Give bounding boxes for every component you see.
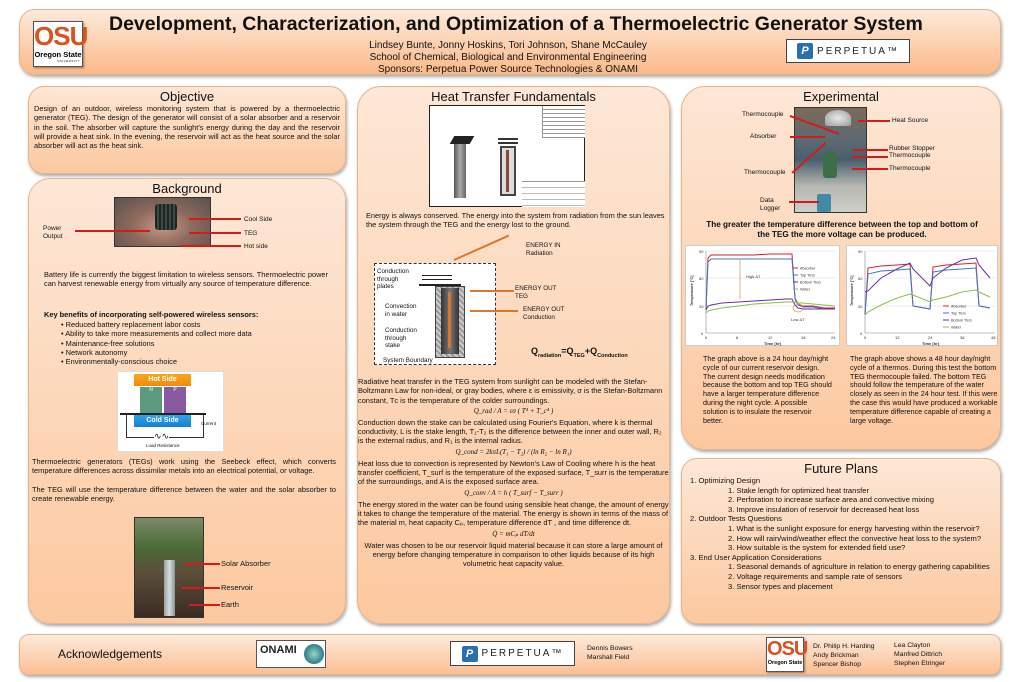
q-sub-teg: TEG [573,352,585,359]
background-para-1: Battery life is currently the biggest limitation to wireless sensors. Thermoelectric power can harvest renewable energy from virtually any source of temperature difference. [44,270,328,289]
plan-item: 2. Perforation to increase surface area and convective mixing [728,495,934,505]
n-label: N [149,387,153,393]
page-title: Development, Characterization, and Optimization of a Thermoelectric Generator System [109,13,923,35]
chart-48hr-svg [847,246,999,347]
cad-bom-table [542,106,585,138]
svg-text:Temperature [°C]: Temperature [°C] [690,275,694,306]
onami-wordmark: ONAMI [260,644,297,656]
chart-24hr [685,245,840,346]
svg-text:Time [hr]: Time [hr] [922,341,940,346]
svg-text:30: 30 [699,304,704,309]
plan-item: 2. How will rain/wind/weather effect the convective heat loss to the system? [728,533,982,543]
svg-text:Absorber: Absorber [951,304,967,309]
svg-text:60: 60 [858,276,863,281]
conduction-text: Conduction down the stake can be calculated using Fourier's Equation, where k is thermal conductivity, L is the stake length, T₁-T₂ is the difference between the inner and outer wall, R₂ is the external radius, and R₁ is the internal radius. [358,417,662,446]
contact-name: Spencer Bishop [813,661,861,668]
energy-out-teg-arrow [470,290,514,292]
plan-group-label: 1. Optimizing Design [690,476,761,485]
svg-text:48: 48 [991,335,996,340]
system-boundary-label: System Boundary [383,357,433,364]
benefit-item: • Network autonomy [61,348,252,357]
energy-out-teg-text: ENERGY OUT [515,285,557,292]
svg-text:6: 6 [736,335,739,340]
experimental-conclusion: The greater the temperature difference between the top and bottom of the TEG the more voltage can be produced. [706,220,978,239]
svg-text:30: 30 [858,304,863,309]
absorber-label: Absorber [750,133,777,140]
experimental-title: Experimental [803,89,879,104]
acknowledgements-banner [19,634,1001,675]
teg-text: TEG [515,292,528,300]
data-logger-device [817,194,831,212]
thermocouple-right-1-arrow [852,156,888,158]
osu-logo-name: Oregon State [34,50,82,59]
header-banner [19,9,1001,75]
conduction-stake-label: Conduction through stake [385,327,417,349]
plates [422,275,452,280]
heat-transfer-title: Heat Transfer Fundamentals [431,89,596,104]
cad-drawing [429,105,585,207]
earth-label: Earth [221,600,239,609]
thermocouple-right-2-arrow [852,168,888,170]
background-title: Background [152,181,222,196]
svg-text:Water: Water [800,287,810,292]
svg-text:24: 24 [928,335,933,340]
cad-section-rod [506,150,509,192]
svg-text:Temperature [°C]: Temperature [°C] [850,275,854,306]
power-output-arrow [75,230,150,232]
cad-title-block [522,181,585,207]
p-label: P [173,387,177,393]
solar-absorber-label: Solar Absorber [221,559,271,568]
perpetua-contacts [587,644,633,662]
benefit-item: • Maintenance-free solutions [61,339,252,348]
cold-side-text: Cold Side [146,417,179,424]
svg-text:0: 0 [701,331,704,336]
onami-logo [256,640,326,668]
convection-equation: Q_conv / A = h ( T_surf − T_surr ) [464,488,563,497]
solar-absorber-arrow [185,563,220,565]
chart-24hr-caption: The graph above is a 24 hour day/night cycle of our current reservoir design. The current design needs modification because the bottom and top TEG should have a larger temperature difference during the night cycle. A possible solution is to insulate the reservoir better. [703,354,832,425]
chart-48hr [846,245,998,346]
heat-lamp [825,110,851,126]
green-reservoir [823,152,837,178]
thermocouple-right-2-label: Thermocouple [889,165,931,172]
svg-text:Bottom TEG: Bottom TEG [800,280,821,285]
plan-item: 3. How suitable is the system for extended field use? [728,543,906,553]
chart-24hr-svg [686,246,841,347]
energy-out-teg-label [515,285,557,300]
contact-name: Dennis Bowers [587,645,633,652]
svg-text:90: 90 [858,249,863,254]
equations-block [358,377,671,568]
experimental-panel [681,86,1001,450]
contact-name: Dr. Philip H. Harding [813,643,875,650]
contact-name: Andy Brickman [813,652,859,659]
contact-name: Marshall Field [587,654,630,661]
svg-text:Water: Water [951,325,961,330]
thermocouple-top-label: Thermocouple [742,111,784,118]
data-logger-arrow [789,201,819,203]
plan-item: 3. Sensor types and placement [728,581,833,591]
hot-side-text: Hot Side [148,376,177,383]
power-output-label: Power Output [43,225,63,240]
contact-name: Lea Clayton [894,642,931,649]
background-panel [28,178,346,624]
energy-balance-equation: $Q_{radiation}=Q_{TEG}+Q_{Conduction}$ [531,346,628,359]
osu-contacts-col1 [813,642,875,669]
svg-text:Time [hr]: Time [hr] [764,341,782,346]
thermocouple-left-label: Thermocouple [744,169,786,176]
osu-logo-sub: UNIVERSITY [56,59,80,63]
teg-heatsink [155,204,177,230]
svg-text:12: 12 [768,335,773,340]
perpetua-logo-footer [450,641,575,666]
objective-title: Objective [159,89,215,104]
svg-text:24: 24 [831,335,836,340]
radiative-equation: Q_rad / A = εσ ( T⁴ + T_c⁴ ) [473,406,554,415]
convection-label: Convection in water [385,303,417,318]
benefit-item: • Ability to take more measurements and collect more data [61,329,252,338]
osu-logo-mark: OSU [34,21,88,51]
osu-logo-footer [766,637,808,672]
sensible-heat-equation: Q̇ = mCₚ dT/dt [492,529,535,538]
osu-logo-name: Oregon State [767,660,803,666]
svg-text:Top TEG: Top TEG [951,311,966,316]
plan-group-label: 3. End User Application Considerations [690,552,822,562]
rubber-stopper-label: Rubber Stopper [889,145,935,152]
benefits-list [61,320,252,366]
svg-text:90: 90 [699,249,704,254]
energy-in-text: ENERGY IN [526,242,561,249]
background-para-2: Thermoelectric generators (TEGs) work using the Seebeck effect, which converts temperature differences across dissimilar metals into an electrical potential, or voltage. [32,457,336,476]
reservoir-label: Reservoir [221,583,254,592]
school: School of Chemical, Biological and Environmental Engineering [369,52,647,63]
cad-iso-cap [450,136,475,144]
low-delta-t-annotation: Low ΔT [791,317,805,322]
svg-text:0: 0 [860,331,863,336]
absorber-arrow [790,136,825,138]
conduction-equation: Q_cond = 2kπL(T₁ − T₂) / (ln R₂ − ln R₁) [455,447,572,456]
field-installation-photo [134,517,204,618]
onami-swirl-icon [304,644,324,664]
teg-arrow [189,232,241,234]
energy-conserved-text: Energy is always conserved. The energy into the system from radiation from the sun leaves the system through the TEG and the energy lost to the ground. [366,211,665,230]
conduction-text: Conduction [523,313,555,321]
teg-label: TEG [244,230,258,237]
sponsors: Sponsors: Perpetua Power Source Technologies & ONAMI [378,64,638,75]
objective-panel [28,86,346,174]
q-sub-conduction: Conduction [597,352,628,359]
plan-item: 1. What is the sunlight exposure for energy harvesting within the reservoir? [728,523,980,533]
perpetua-mark-icon: P [462,646,478,662]
q-sub-radiation: radiation [538,352,562,359]
radiative-text: Radiative heat transfer in the TEG system from sunlight can be modeled with the Stefan-Boltzmann Law for non-ideal, or gray bodies, where ε is emissivity, σ is the Stefan-Boltzmann constant, Tᴄ is the temperature of the colder surroundings. [358,377,663,405]
energy-in-arrow [454,235,510,261]
plan-group-label: 2. Outdoor Tests Questions [690,514,782,524]
water-choice-text: Water was chosen to be our reservoir liquid material because it can store a large amount of energy before changing temperature in comparison to other liquids because of its high volumetric heat capacity value. [364,540,663,569]
energy-out-cond-text: ENERGY OUT [523,306,565,313]
energy-in-label [526,242,561,257]
q-symbol: Q [590,346,598,356]
plan-item: 1. Stake length for optimized heat transfer [728,485,869,495]
perpetua-wordmark: PERPETUA™ [817,45,899,57]
background-para-3: The TEG will use the temperature difference between the water and the solar absorber to create renewable energy. [32,485,336,504]
teg-in-hand-photo [114,197,211,247]
data-logger-label: Data Logger [760,197,781,212]
p-leg [164,387,186,413]
authors: Lindsey Bunte, Jonny Hoskins, Tori Johnson, Shane McCauley [369,40,647,51]
heat-source-arrow [858,120,890,122]
reservoir-arrow [181,587,220,589]
hot-side-arrow [181,245,241,247]
svg-text:Top TEG: Top TEG [800,273,815,278]
stake-tube [164,560,175,616]
energy-out-conduction-label [523,306,565,321]
svg-text:36: 36 [960,335,965,340]
q-symbol: Q [531,346,539,356]
plan-item: 2. Voltage requirements and sample rate of sensors [728,571,902,581]
cool-side-label: Cool Side [244,216,273,223]
osu-logo [33,21,88,67]
contact-name: Manfred Dittrich [894,651,942,658]
rubber-stopper-arrow [852,149,888,151]
svg-text:60: 60 [699,276,704,281]
system-boundary [374,263,496,365]
resistor-icon: ∿∿ [154,431,170,441]
convection-arrow [448,292,451,348]
radiation-text: Radiation [526,249,553,257]
current-label: Current [201,421,217,426]
n-leg [140,387,162,413]
svg-text:Bottom TEG: Bottom TEG [951,318,972,323]
plan-item: 3. Improve insulation of reservoir for decreased heat loss [728,504,920,514]
earth-arrow [189,604,220,606]
osu-logo-mark: OSU [767,638,808,660]
contact-name: Stephen Etringer [894,660,946,667]
svg-text:18: 18 [801,335,806,340]
cad-section-plates [498,138,518,144]
perpetua-wordmark: PERPETUA™ [481,648,564,659]
osu-contacts-col2 [894,641,945,668]
acknowledgements-title: Acknowledgements [58,647,163,661]
thermocouple-right-1-label: Thermocouple [889,152,931,159]
hot-side-label: Hot side [244,243,268,250]
chart-48hr-caption: The graph above shows a 48 hour day/night cycle of a thermos. During this test the bottom TEG thermocouple failed. The bottom TEG should follow the temperature of the water closely as seen in the 24 hour test. If this were the case this would have produced a workable temperature difference capable of creating a large voltage. [850,354,998,425]
plan-item: 1. Seasonal demands of agriculture in relation to energy gathering capabilities [728,562,990,572]
convection-text: Heat loss due to convection is represented by Newton's Law of Cooling where h is the heat transfer coefficient, T_surf is the temperature of the exposed surface, T_surr is the temperature of the surroundings, and A is the exposed surface area. [358,458,669,487]
cool-side-arrow [189,218,241,220]
svg-text:0: 0 [864,335,867,340]
seebeck-diagram [117,371,224,452]
heat-source-label: Heat Source [892,117,929,124]
energy-out-cond-arrow [470,310,518,312]
benefit-item: • Environmentally-conscious choice [61,357,252,366]
benefit-item: • Reduced battery replacement labor costs [61,320,252,329]
heat-transfer-panel [357,86,670,624]
objective-text: Design of an outdoor, wireless monitoring system that is powered by a thermoelectric generator (TEG). The design of the generator will consist of a solar absorber and a reservoir in the soil. The absorber will capture the sunlight's energy during the day and the reservoir will provide a heat sink. In the evening, the reservoir will act as the heat source and the solar absorber will act as the heat sink. [34,104,340,151]
svg-text:12: 12 [895,335,900,340]
hot-side-block [134,374,191,386]
future-plans-title: Future Plans [804,461,878,476]
future-plans-list [682,476,1000,591]
cad-iso-tube [454,144,466,198]
sensible-heat-text: The energy stored in the water can be found using sensible heat change, the amount of energy it takes to change the temperature of the material. The energy is shown in terms of the mass of the material m, heat capacity Cₚ, temperature difference dT , and time difference dt. [358,499,669,528]
svg-text:Absorber: Absorber [800,266,816,271]
high-delta-t-annotation: High ΔT [746,274,761,279]
load-resistance-label: Load Resistance [146,443,180,448]
q-symbol: Q [566,346,574,356]
benefits-heading: Key benefits of incorporating self-powered wireless sensors: [44,310,259,319]
svg-text:0: 0 [705,335,708,340]
conduction-plates-label: Conduction through plates [377,268,409,290]
perpetua-logo [786,39,910,63]
future-plans-panel [681,458,1001,624]
perpetua-mark-icon: P [797,43,813,59]
